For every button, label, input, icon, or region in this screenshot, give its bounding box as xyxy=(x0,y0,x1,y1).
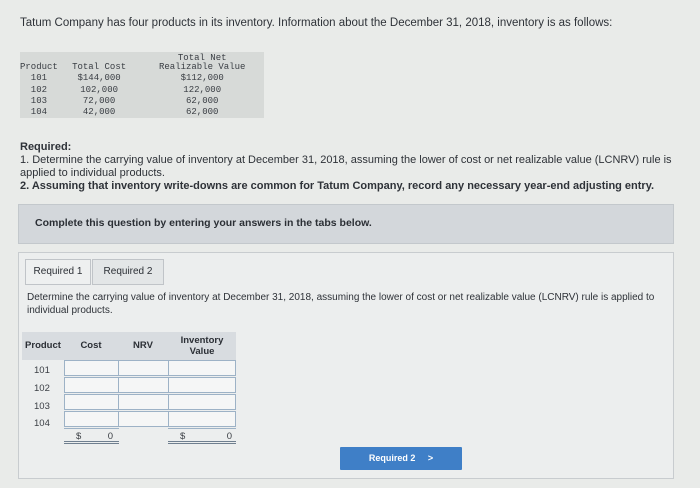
next-required-2-button[interactable] xyxy=(340,447,462,470)
inventory-total-value: 0 xyxy=(226,431,232,442)
col-header-nrv xyxy=(140,52,264,72)
inventory-total-symbol: $ xyxy=(180,431,186,442)
nrv-cell: $112,000 xyxy=(180,73,224,84)
inventory-value-input-104[interactable] xyxy=(168,411,236,427)
problem-intro: Tatum Company has four products in its inventory. Information about the December 31, 2018, inventory is as follows: xyxy=(20,17,613,29)
inventory-value-input-103[interactable] xyxy=(168,394,236,410)
table-header-row xyxy=(20,52,264,72)
tab-required-1[interactable]: Required 1 xyxy=(25,259,91,285)
answer-header-inventory-value xyxy=(168,332,236,360)
required-item-2: 2. Assuming that inventory write-downs are common for Tatum Company, record any necessary year-end adjusting entry. xyxy=(20,180,655,192)
answer-header-nrv xyxy=(118,332,168,360)
answer-header-product-label: Product xyxy=(25,340,61,351)
col-header-total-cost: Total Cost xyxy=(72,62,127,73)
table-row xyxy=(20,84,264,95)
nrv-cell: 62,000 xyxy=(186,95,219,106)
nrv-input-103[interactable] xyxy=(118,394,169,410)
answer-row-label: 104 xyxy=(34,418,50,429)
answer-row-label: 103 xyxy=(34,401,50,412)
cost-input-102[interactable] xyxy=(64,377,119,393)
answer-row-label: 101 xyxy=(34,365,50,376)
product-cell: 101 xyxy=(30,73,47,84)
answer-row-label: 102 xyxy=(34,383,50,394)
table-row xyxy=(20,72,264,83)
inv-header-line2: Value xyxy=(189,346,215,357)
col-header-product: Product xyxy=(20,62,58,73)
required-item-1: 1. Determine the carrying value of inventory at December 31, 2018, assuming the lower of cost or net realizable value (LCNRV) rule is applied to individual products. xyxy=(20,154,672,179)
chevron-right-icon: > xyxy=(427,453,434,463)
inventory-table xyxy=(20,52,264,118)
inventory-value-total xyxy=(168,428,236,444)
cost-total xyxy=(64,428,119,444)
cost-cell: 42,000 xyxy=(82,107,116,118)
tab-instruction: Determine the carrying value of inventory at December 31, 2018, assuming the lower of cost or net realizable value (LCNRV) rule is applied to individual products. xyxy=(27,292,655,316)
required-heading: Required: xyxy=(20,141,72,153)
required-section xyxy=(20,141,690,193)
nrv-cell: 122,000 xyxy=(183,84,222,95)
product-cell: 104 xyxy=(30,107,47,118)
answer-header-cost-label: Cost xyxy=(80,340,102,351)
table-row xyxy=(20,95,264,106)
table-row xyxy=(20,107,264,118)
answer-header-cost xyxy=(64,332,118,360)
cost-input-101[interactable] xyxy=(64,360,119,376)
answer-header-product xyxy=(22,332,64,360)
nrv-cell: 62,000 xyxy=(186,107,219,118)
cost-total-symbol: $ xyxy=(76,431,82,442)
nrv-header-line1: Total Net xyxy=(177,53,227,64)
cost-input-103[interactable] xyxy=(64,394,119,410)
cost-input-104[interactable] xyxy=(64,411,119,427)
cost-cell: 72,000 xyxy=(82,95,116,106)
inventory-value-input-102[interactable] xyxy=(168,377,236,393)
inventory-value-input-101[interactable] xyxy=(168,360,236,376)
cost-total-value: 0 xyxy=(107,431,113,442)
banner-text: Complete this question by entering your answers in the tabs below. xyxy=(35,217,372,229)
cost-cell: 102,000 xyxy=(80,84,119,95)
answer-header-nrv-label: NRV xyxy=(133,340,153,351)
product-cell: 102 xyxy=(30,84,47,95)
nrv-header-line2: Realizable Value xyxy=(159,62,246,73)
nrv-input-102[interactable] xyxy=(118,377,169,393)
tab-required-2[interactable]: Required 2 xyxy=(92,259,164,285)
instructions-banner xyxy=(18,204,674,244)
inv-header-line1: Inventory xyxy=(180,335,224,346)
nrv-input-101[interactable] xyxy=(118,360,169,376)
cost-cell: $144,000 xyxy=(77,73,121,84)
next-button-label: Required 2 xyxy=(368,453,416,463)
product-cell: 103 xyxy=(30,95,47,106)
nrv-input-104[interactable] xyxy=(118,411,169,427)
